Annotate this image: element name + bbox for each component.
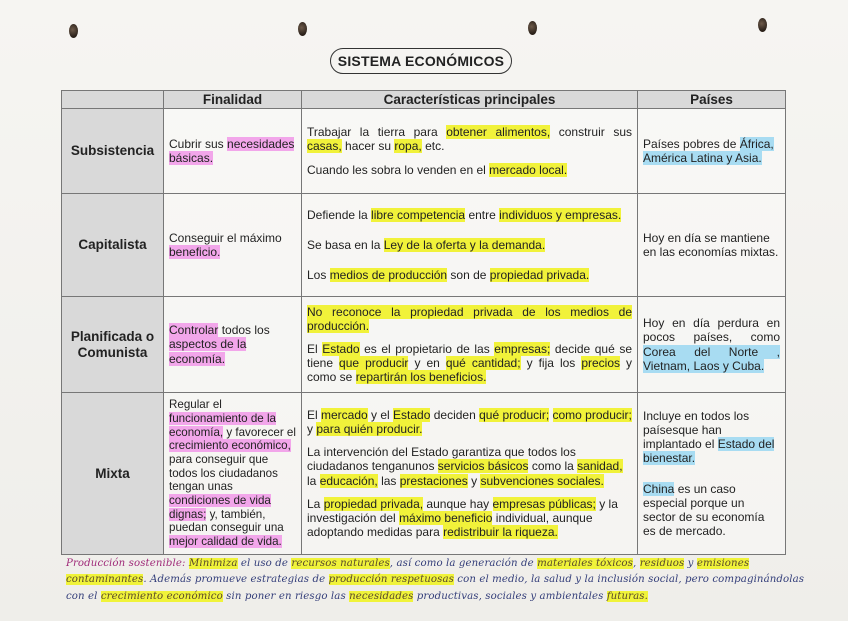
finalidad-cell: Controlar todos los aspectos de la economía. (164, 297, 302, 393)
handwritten-note-line-3: con el crecimiento económico sin poner en riesgo las necesidades productivas, sociales y ambientales futuras. (66, 591, 648, 602)
caracteristicas-cell: Defiende la libre competencia entre individuos y empresas. Se basa en la Ley de la oferta y la demanda. Los medios de producción son de propiedad privada. (302, 194, 638, 297)
table-row (62, 194, 786, 297)
finalidad-cell: Cubrir sus necesidades básicas. (164, 109, 302, 194)
paises-cell: Países pobres de África, América Latina y Asia. (638, 109, 786, 194)
paises-cell: Incluye en todos los paísesque han implantado el Estado del bienestar. China es un caso especial porque un sector de su economía es de mercado. (638, 393, 786, 555)
header-finalidad: Finalidad (164, 91, 302, 109)
header-paises: Países (638, 91, 786, 109)
page-title: SISTEMA ECONÓMICOS (330, 48, 512, 74)
row-name-mixta: Mixta (62, 393, 164, 555)
punch-hole (69, 24, 78, 38)
finalidad-cell: Conseguir el máximo beneficio. (164, 194, 302, 297)
table-row (62, 109, 786, 194)
table-row (62, 297, 786, 393)
row-name-subsistencia: Subsistencia (62, 109, 164, 194)
handwritten-note-line-2: contaminantes. Además promueve estrategias de producción respetuosas con el medio, la salud y la inclusión social, pero compaginándolas (66, 574, 805, 585)
row-name-planificada: Planificada o Comunista (62, 297, 164, 393)
table-row (62, 393, 786, 555)
finalidad-cell: Regular el funcionamiento de la economía, y favorecer el crecimiento económico, para conseguir que todos los ciudadanos tengan unas condiciones de vida dignas; y, también, puedan conseguir una mejor calidad de vida. (164, 393, 302, 555)
row-name-capitalista: Capitalista (62, 194, 164, 297)
punch-hole (758, 18, 767, 32)
corner-cell (62, 91, 164, 109)
handwritten-note-line-1: Producción sostenible: Minimiza el uso de recursos naturales, así como la generación de materiales tóxicos, residuos y emisiones (66, 558, 750, 569)
economic-systems-table (61, 90, 786, 555)
caracteristicas-cell: Trabajar la tierra para obtener alimentos, construir sus casas, hacer su ropa, etc. Cuando les sobra lo venden en el mercado local. (302, 109, 638, 194)
caracteristicas-cell: No reconoce la propiedad privada de los medios de producción. El Estado es el propietario de las empresas; decide qué se tiene que producir y en qué cantidad; y fija los precios y como se repartirán los beneficios. (302, 297, 638, 393)
header-caracteristicas: Características principales (302, 91, 638, 109)
punch-hole (528, 21, 537, 35)
punch-hole (298, 22, 307, 36)
paises-cell: Hoy en día perdura en pocos países, como Corea del Norte , Vietnam, Laos y Cuba. (638, 297, 786, 393)
caracteristicas-cell: El mercado y el Estado deciden qué producir; como producir; y para quién producir. La intervención del Estado garantiza que todos los ciudadanos tenganunos servicios básicos como la sanidad, la educación, las prestaciones y subvenciones sociales. La propiedad privada, aunque hay empresas públicas; y la investigación del máximo beneficio individual, aunque adoptando medidas para redistribuir la riqueza. (302, 393, 638, 555)
paises-cell: Hoy en día se mantiene en las economías mixtas. (638, 194, 786, 297)
